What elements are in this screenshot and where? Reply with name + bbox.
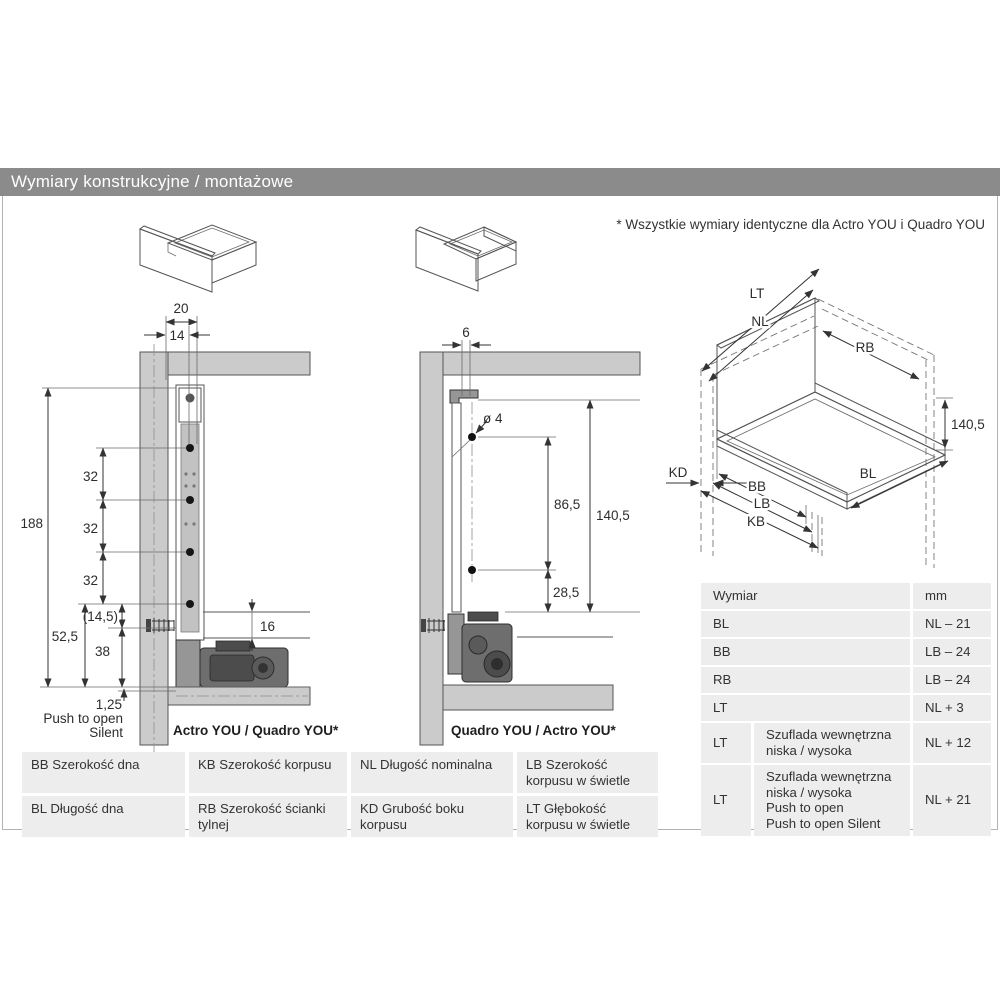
middle-drawing-caption: Quadro YOU / Actro YOU* xyxy=(451,723,616,738)
table-header-row xyxy=(701,583,994,609)
row-desc-line: Push to open Silent xyxy=(766,816,881,832)
legend-text: Długość nominalna xyxy=(380,757,493,772)
legend-code: LB xyxy=(526,757,543,772)
dim-16: 16 xyxy=(260,619,276,634)
dim-32-1: 32 xyxy=(82,469,98,484)
row-code: RB xyxy=(701,667,910,693)
dim-14-5: (14,5) xyxy=(82,609,118,624)
table-row xyxy=(701,695,994,721)
drawer-icon-inner xyxy=(416,227,516,291)
dim-32-3: 32 xyxy=(82,573,98,588)
dim-20: 20 xyxy=(173,301,189,316)
dim-32-2: 32 xyxy=(82,521,98,536)
dim-height-140-5: 140,5 xyxy=(951,417,985,432)
legend-code: BL xyxy=(31,801,47,817)
legend-item xyxy=(351,796,513,837)
dim-28-5: 28,5 xyxy=(553,585,580,600)
row-value: NL + 12 xyxy=(913,723,991,763)
table-row xyxy=(701,765,994,836)
row-desc-line: Szuflada wewnętrzna niska / wysoka xyxy=(766,768,892,800)
row-desc: Szuflada wewnętrzna niska / wysoka xyxy=(754,723,910,763)
abbreviation-legend xyxy=(22,752,662,837)
section-title: Wymiary konstrukcyjne / montażowe xyxy=(0,168,1000,196)
row-value: NL + 3 xyxy=(913,695,991,721)
dim-1-25: 1,25 xyxy=(95,697,122,712)
row-code: BB xyxy=(701,639,910,665)
dim-140-5: 140,5 xyxy=(596,508,630,523)
row-value: NL – 21 xyxy=(913,611,991,637)
dim-86-5: 86,5 xyxy=(554,497,581,512)
push-to-open-label: Push to open xyxy=(43,711,123,726)
dim-LB: LB xyxy=(753,496,771,511)
row-code: LT xyxy=(701,723,751,763)
legend-text: Szerokość korpusu w świetle xyxy=(526,757,631,789)
col-header-mm: mm xyxy=(913,583,991,609)
table-row xyxy=(701,723,994,763)
legend-text: Szerokość dna xyxy=(52,757,140,772)
legend-code: BB xyxy=(31,757,49,772)
legend-item xyxy=(517,796,658,837)
dim-dia4: ø 4 xyxy=(483,411,503,426)
legend-item xyxy=(351,752,513,793)
row-desc xyxy=(754,765,910,836)
silent-label: Silent xyxy=(89,725,123,740)
dim-RB: RB xyxy=(855,340,875,355)
legend-text: Głębokość korpusu w świetle xyxy=(526,801,631,833)
section-drawing-side xyxy=(20,301,339,752)
row-desc-line: Push to open xyxy=(766,800,844,816)
legend-item xyxy=(22,796,185,837)
row-value: NL + 21 xyxy=(913,765,991,836)
table-row xyxy=(701,667,994,693)
dim-KD: KD xyxy=(668,465,688,480)
legend-item xyxy=(189,796,347,837)
legend-code: RB xyxy=(198,801,217,817)
legend-code: KB xyxy=(198,757,216,772)
dim-38: 38 xyxy=(94,644,110,659)
legend-text: Szerokość korpusu xyxy=(219,757,332,772)
col-header-wymiar: Wymiar xyxy=(701,583,910,609)
legend-item xyxy=(189,752,347,793)
dim-LT: LT xyxy=(749,286,765,301)
footnote: * Wszystkie wymiary identyczne dla Actro YOU i Quadro YOU xyxy=(616,217,985,232)
legend-text: Grubość boku korpusu xyxy=(360,801,465,833)
legend-text: Szerokość ścianki tylnej xyxy=(198,801,326,833)
dim-KB: KB xyxy=(746,514,766,529)
dim-52-5: 52,5 xyxy=(51,629,78,644)
legend-code: NL xyxy=(360,757,377,772)
legend-text: Długość dna xyxy=(50,801,124,817)
dimension-table xyxy=(701,583,994,838)
dim-6: 6 xyxy=(462,325,470,340)
row-code: LT xyxy=(701,765,751,836)
dim-188: 188 xyxy=(20,516,43,531)
legend-item xyxy=(22,752,185,793)
legend-code: LT xyxy=(526,801,541,817)
dim-14: 14 xyxy=(169,328,185,343)
row-value: LB – 24 xyxy=(913,667,991,693)
row-code: LT xyxy=(701,695,910,721)
section-drawing-back xyxy=(420,325,640,745)
left-drawing-caption: Actro YOU / Quadro YOU* xyxy=(173,723,339,738)
dim-BB: BB xyxy=(747,479,767,494)
legend-item xyxy=(517,752,658,793)
table-row xyxy=(701,639,994,665)
dim-NL: NL xyxy=(751,314,769,329)
dim-BL: BL xyxy=(859,466,877,481)
iso-drawing xyxy=(666,269,985,568)
row-value: LB – 24 xyxy=(913,639,991,665)
drawer-icon-standard xyxy=(140,225,256,292)
row-code: BL xyxy=(701,611,910,637)
table-row xyxy=(701,611,994,637)
legend-code: KD xyxy=(360,801,379,817)
